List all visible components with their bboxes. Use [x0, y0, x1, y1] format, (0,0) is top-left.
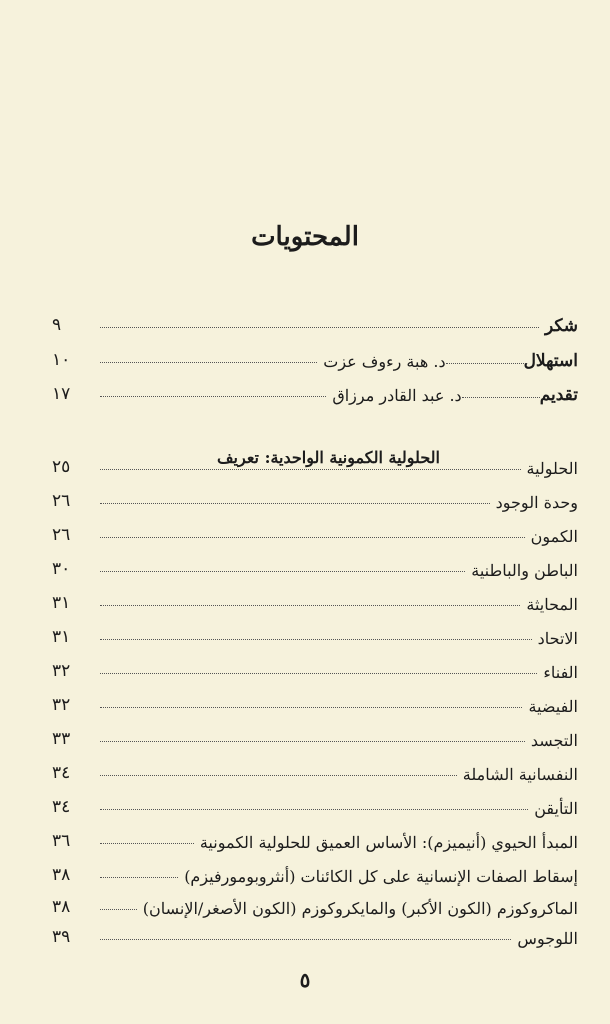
toc-row-thanks — [52, 306, 578, 336]
toc-row — [52, 754, 578, 784]
toc-label: الكمون — [530, 527, 578, 546]
toc-page-number: ٢٦ — [52, 491, 71, 511]
toc-label: المبدأ الحيوي (أنيميزم): الأساس العميق للحلولية الكمونية — [199, 833, 578, 852]
toc-page-number: ١٠ — [52, 350, 71, 370]
page-title: المحتويات — [251, 222, 359, 252]
toc-page-number: ٩ — [52, 315, 62, 335]
dot-leader — [100, 362, 317, 363]
toc-page-number: ١٧ — [52, 384, 71, 404]
dot-leader — [100, 537, 525, 538]
dot-leader — [100, 571, 465, 572]
toc-page-number: ٣١ — [52, 593, 71, 613]
toc-row — [52, 822, 578, 852]
toc-row — [52, 516, 578, 546]
section-heading: الحلولية الكمونية الواحدية: تعريف — [216, 448, 440, 467]
toc-label: إسقاط الصفات الإنسانية على كل الكائنات (أنثروبومورفيزم) — [184, 867, 578, 886]
dot-leader — [100, 877, 178, 878]
toc-row — [52, 618, 578, 648]
toc-label: الباطن والباطنية — [471, 561, 578, 580]
toc-label: التأيقن — [534, 799, 578, 818]
toc-label: وحدة الوجود — [495, 493, 578, 512]
toc-page-number: ٣٨ — [52, 865, 71, 885]
dot-leader — [100, 843, 194, 844]
toc-row — [52, 584, 578, 614]
toc-row — [52, 652, 578, 682]
toc-author: د. عبد القادر مرزاق — [332, 386, 462, 405]
toc-page-number: ٢٥ — [52, 457, 71, 477]
dot-leader — [100, 605, 520, 606]
toc-page-number: ٣٤ — [52, 797, 71, 817]
toc-label: النفسانية الشاملة — [462, 765, 578, 784]
toc-row-introduction — [52, 375, 578, 405]
toc-row — [52, 856, 578, 886]
toc-row — [52, 482, 578, 512]
toc-row — [52, 448, 578, 478]
toc-page-number: ٢٦ — [52, 525, 71, 545]
dot-leader — [100, 707, 522, 708]
toc-label: تقديم — [539, 385, 578, 405]
toc-label: استهلال — [523, 351, 578, 371]
toc-page-number: ٣١ — [52, 627, 71, 647]
toc-label: شكر — [544, 316, 578, 336]
toc-row — [52, 888, 578, 918]
toc-label: الحلولية — [526, 459, 578, 478]
dot-leader — [100, 469, 521, 470]
dot-leader — [100, 909, 137, 910]
toc-page-number: ٣٦ — [52, 831, 71, 851]
toc-row — [52, 720, 578, 750]
toc-row — [52, 788, 578, 818]
toc-label: المحايثة — [526, 595, 578, 614]
toc-row-preface — [52, 341, 578, 371]
dot-leader — [100, 396, 326, 397]
toc-row — [52, 550, 578, 580]
toc-page-number: ٣٢ — [52, 661, 71, 681]
toc-page-number: ٣٢ — [52, 695, 71, 715]
toc-page-number: ٣٨ — [52, 897, 71, 917]
dot-leader — [100, 809, 528, 810]
page-number: ٥ — [299, 968, 311, 992]
dot-leader — [100, 775, 457, 776]
dot-leader — [100, 327, 539, 328]
toc-label: اللوجوس — [517, 929, 578, 948]
toc-label: الماكروكوزم (الكون الأكبر) والمايكروكوزم (الكون الأصغر/الإنسان) — [142, 899, 578, 918]
toc-row — [52, 686, 578, 716]
toc-author: د. هبة رءوف عزت — [323, 352, 446, 371]
toc-row — [52, 918, 578, 948]
toc-label: الاتحاد — [537, 629, 578, 648]
dot-leader — [446, 363, 524, 364]
toc-page-number: ٣٤ — [52, 763, 71, 783]
toc-label: الفناء — [543, 663, 578, 682]
toc-page-number: ٣٠ — [52, 559, 71, 579]
toc-page-number: ٣٩ — [52, 927, 71, 947]
dot-leader — [100, 639, 532, 640]
toc-label: الفيضية — [528, 697, 578, 716]
toc-page-number: ٣٣ — [52, 729, 71, 749]
dot-leader — [100, 503, 490, 504]
dot-leader — [100, 939, 511, 940]
toc-label: التجسد — [530, 731, 578, 750]
dot-leader — [100, 741, 525, 742]
dot-leader — [462, 397, 540, 398]
dot-leader — [100, 673, 537, 674]
